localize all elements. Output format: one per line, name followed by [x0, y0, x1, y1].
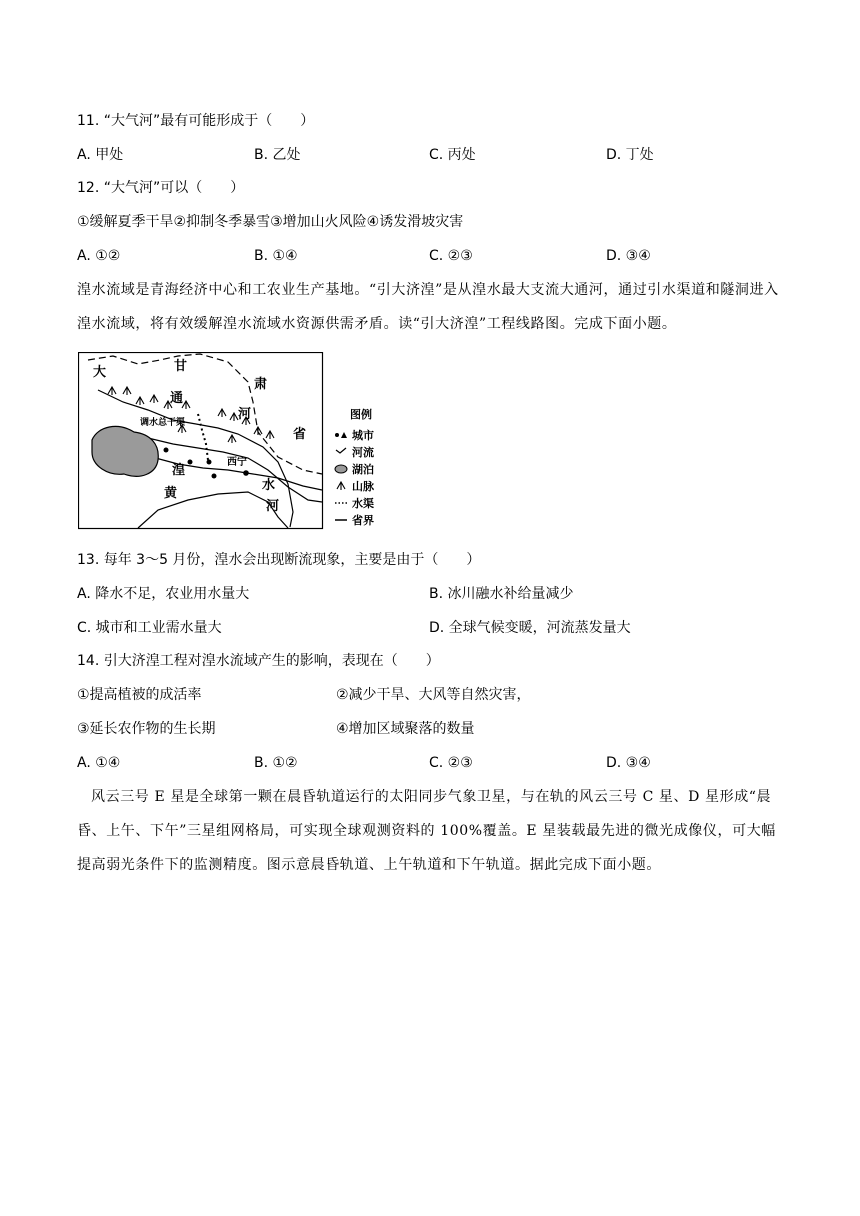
question-13-stem: 13. 每年 3～5 月份，湟水会出现断流现象，主要是由于（ ） [77, 552, 481, 568]
legend-mountain-icon [337, 482, 345, 490]
legend-city-triangle-icon [341, 432, 347, 438]
legend-title: 图例 [350, 408, 372, 421]
q14-option-c: C. ②③ [429, 755, 473, 771]
passage-fengyun: 风云三号 E 星是全球第一颗在晨昏轨道运行的太阳同步气象卫星，与在轨的风云三号 C 星、D 星形成“晨昏、上午、下午”三星组网格局，可实现全球观测资料的 100%覆盖。E 星装载最先进的微光成像仪，可大幅提高弱光条件下的监测精度。图示意晨昏轨道、上午轨道和下午轨道。据此完成下面小题。 [77, 789, 776, 873]
q14-statement-2: ②减少干旱、大风等自然灾害， [336, 687, 531, 703]
question-14-stem: 14. 引大济湟工程对湟水流域产生的影响，表现在（ ） [77, 653, 440, 669]
label-tong: 通 [170, 391, 184, 406]
label-sheng: 省 [293, 427, 307, 442]
q11-option-d: D. 丁处 [606, 147, 654, 163]
xining-dot [243, 470, 249, 476]
label-shui: 水 [262, 478, 276, 493]
city-dot [212, 474, 217, 479]
legend-canal: 水渠 [352, 497, 374, 510]
city-dot [188, 460, 193, 465]
label-huang1: 湟 [172, 463, 186, 478]
q13-option-c: C. 城市和工业需水量大 [77, 620, 222, 636]
legend-mountain: 山脉 [352, 480, 374, 493]
q12-option-a: A. ①② [77, 248, 121, 264]
passage-huangshui: 湟水流域是青海经济中心和工农业生产基地。“引大济湟”是从湟水最大支流大通河，通过引水渠道和隧洞进入湟水流域，将有效缓解湟水流域水资源供需矛盾。读“引大济湟”工程线路图。完成下面小题。 [77, 282, 779, 332]
label-da: 大 [93, 365, 107, 380]
q12-option-b: B. ①④ [254, 248, 298, 264]
q13-option-d: D. 全球气候变暖，河流蒸发量大 [429, 620, 631, 636]
q12-option-d: D. ③④ [606, 248, 651, 264]
q14-statement-1: ①提高植被的成活率 [77, 687, 202, 703]
legend-city: 城市 [352, 429, 374, 442]
q13-option-b: B. 冰川融水补给量减少 [429, 586, 574, 602]
label-huang2: 黄 [164, 486, 178, 501]
legend-river: 河流 [352, 446, 374, 459]
q12-option-c: C. ②③ [429, 248, 473, 264]
legend-lake: 湖泊 [352, 463, 374, 476]
question-12-stem: 12. “大气河”可以（ ） [77, 180, 245, 196]
question-11-stem: 11. “大气河”最有可能形成于（ ） [77, 113, 315, 129]
label-gan: 甘 [174, 359, 188, 374]
q11-option-c: C. 丙处 [429, 147, 476, 163]
city-dot [207, 460, 212, 465]
label-he2: 河 [266, 499, 280, 514]
q14-option-d: D. ③④ [606, 755, 651, 771]
q14-statement-4: ④增加区域聚落的数量 [336, 721, 475, 737]
label-su: 肃 [254, 377, 268, 392]
q11-option-a: A. 甲处 [77, 147, 124, 163]
q14-statement-3: ③延长农作物的生长期 [77, 721, 216, 737]
q14-option-a: A. ①④ [77, 755, 121, 771]
yindajihuang-route-map [78, 352, 383, 530]
label-canal: 调水总干渠 [140, 418, 186, 428]
legend-river-icon [336, 448, 346, 453]
city-dot [164, 448, 169, 453]
label-xining: 西宁 [227, 457, 247, 468]
label-he1: 河 [238, 407, 252, 422]
q13-option-a: A. 降水不足，农业用水量大 [77, 586, 250, 602]
q11-option-b: B. 乙处 [254, 147, 301, 163]
legend-city-dot-icon [335, 433, 339, 437]
q12-statements: ①缓解夏季干旱②抑制冬季暴雪③增加山火风险④诱发滑坡灾害 [77, 214, 464, 230]
q14-option-b: B. ①② [254, 755, 298, 771]
legend-lake-icon [335, 465, 347, 473]
legend-boundary: 省界 [352, 514, 374, 527]
